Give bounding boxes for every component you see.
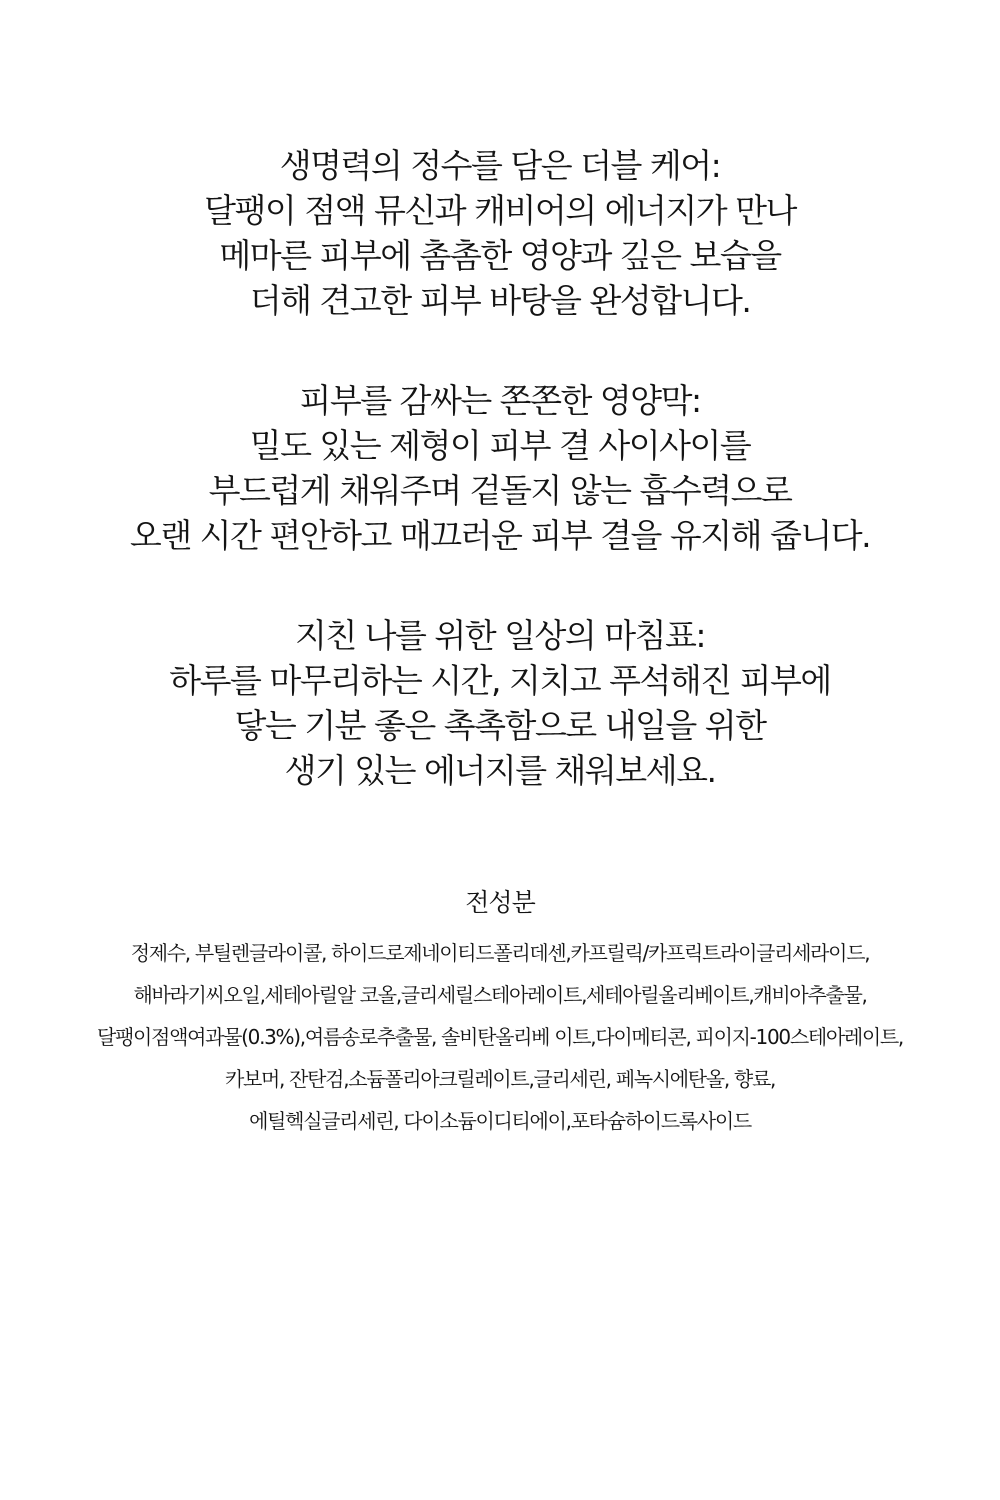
paragraph-heading: 생명력의 정수를 담은 더블 케어: — [279, 146, 721, 185]
paragraph-heading: 피부를 감싸는 쫀쫀한 영양막: — [299, 381, 701, 420]
paragraph-line: 오랜 시간 편안하고 매끄러운 피부 결을 유지해 줍니다. — [129, 516, 871, 555]
ingredients-line: 정제수, 부틸렌글라이콜, 하이드로제네이티드폴리데센,카프릴릭/카프릭트라이글리세라이드, — [130, 941, 870, 965]
ingredients-line: 카보머, 잔탄검,소듐폴리아크릴레이트,글리세린, 페녹시에탄올, 향료, — [224, 1067, 776, 1091]
paragraph-double-care — [0, 143, 1000, 323]
paragraph-line: 부드럽게 채워주며 겉돌지 않는 흡수력으로 — [208, 471, 792, 510]
ingredients-section — [0, 882, 1000, 1142]
ingredients-title: 전성분 — [465, 888, 535, 917]
paragraph-line: 닿는 기분 좋은 촉촉함으로 내일을 위한 — [234, 706, 766, 745]
paragraph-line: 더해 견고한 피부 바탕을 완성합니다. — [249, 281, 751, 320]
ingredients-line: 에틸헥실글리세린, 다이소듐이디티에이,포타슘하이드록사이드 — [249, 1109, 751, 1133]
paragraph-daily-finish — [0, 613, 1000, 793]
paragraph-line: 밀도 있는 제형이 피부 결 사이사이를 — [249, 426, 751, 465]
paragraph-heading: 지친 나를 위한 일상의 마침표: — [294, 616, 706, 655]
paragraph-line: 하루를 마무리하는 시간, 지치고 푸석해진 피부에 — [169, 661, 831, 700]
ingredients-line: 해바라기씨오일,세테아릴알 코올,글리세릴스테아레이트,세테아릴올리베이트,캐비아추출물, — [133, 983, 867, 1007]
paragraph-line: 달팽이 점액 뮤신과 캐비어의 에너지가 만나 — [204, 191, 796, 230]
intro-copy — [0, 143, 1000, 848]
paragraph-nourishing-film — [0, 378, 1000, 558]
ingredients-line: 달팽이점액여과물(0.3%),여름송로추출물, 솔비탄올리베 이트,다이메티콘, 피이지-100스테아레이트, — [96, 1025, 903, 1049]
paragraph-line: 메마른 피부에 촘촘한 영양과 깊은 보습을 — [219, 236, 781, 275]
paragraph-line: 생기 있는 에너지를 채워보세요. — [284, 751, 716, 790]
